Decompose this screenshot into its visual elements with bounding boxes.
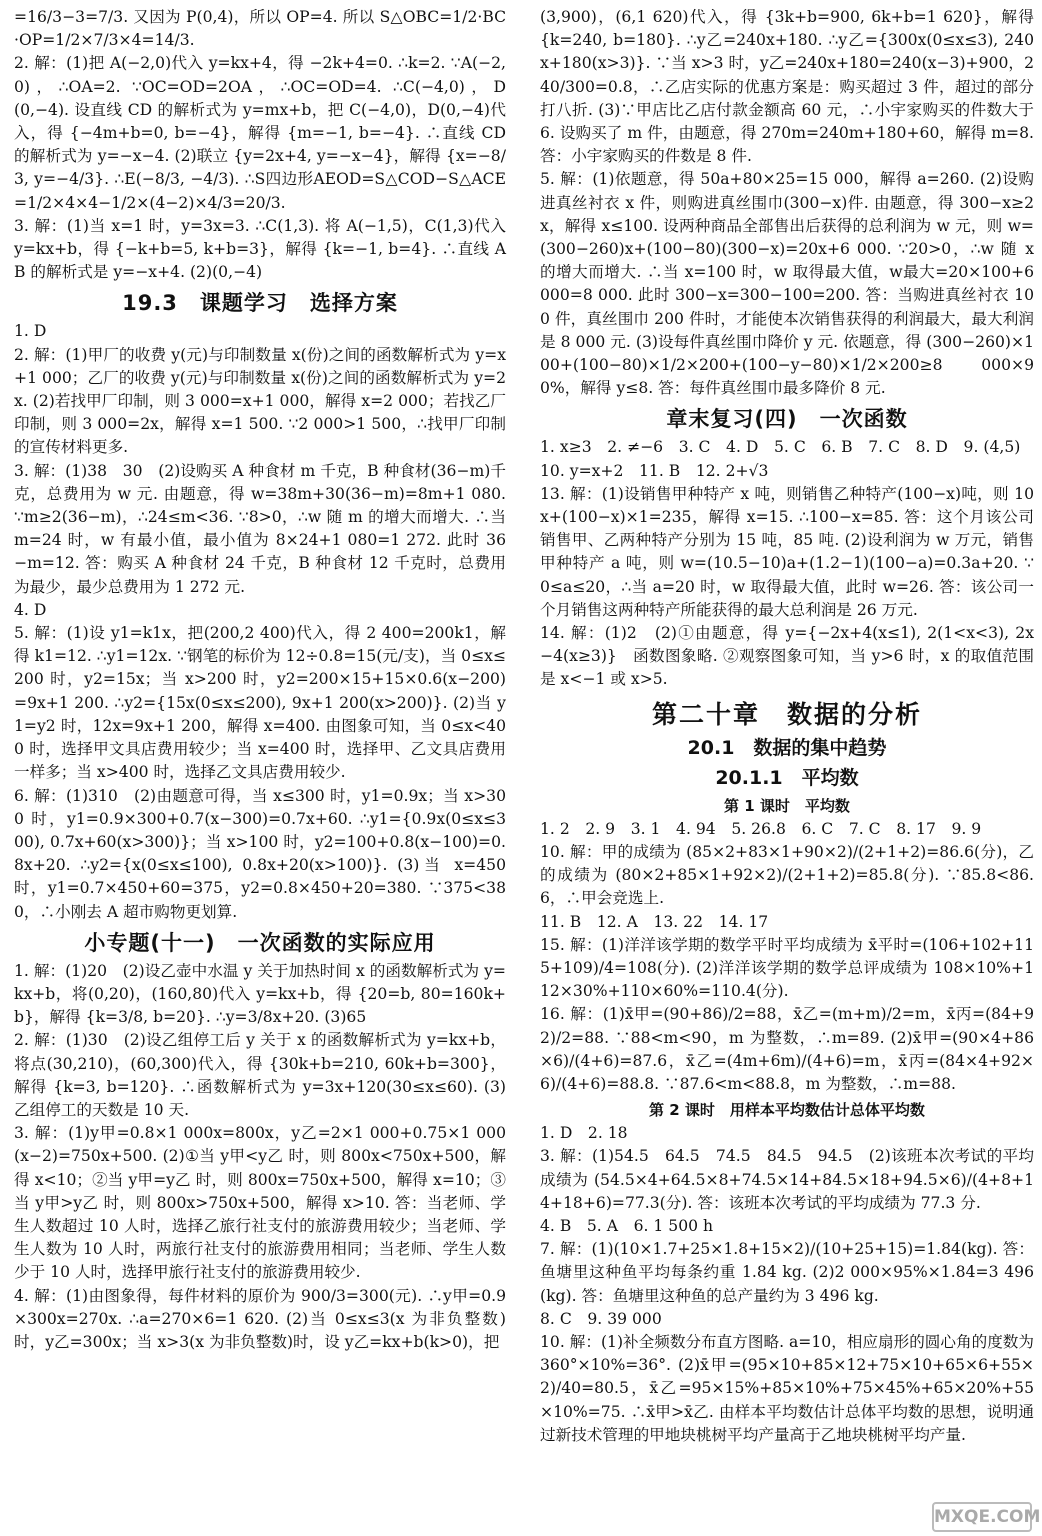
answer-paragraph: 11. B 12. A 13. 22 14. 17: [540, 912, 769, 931]
answer-paragraph: 16. 解：(1)x̄甲=(90+86)/2=88，x̄乙=(m+m)/2=m，x̄丙=(84+92)/2=88. ∵88<m<90，m 为整数，∴m=89. (2)x̄甲=(90×4+86×6)/(4+6)=87.6，x̄乙=(4m+6m)/(4+6)=m，x̄丙=(84×4+92×6)/(4+6)=88.8. ∵87.6<m<88.8，m 为整数，∴m=88.: [540, 1005, 1034, 1093]
answer-paragraph: 7. 解：(1)(10×1.7+25×1.8+15×2)/(10+25+15)=1.84(kg). 答：鱼塘里这种鱼平均每条约重 1.84 kg. (2)2 000×95%×1.84=3 496(kg). 答：鱼塘里这种鱼的总产量约为 3 496 kg.: [540, 1240, 1034, 1305]
answer-paragraph: 3. 解：(1)54.5 64.5 74.5 84.5 94.5 (2)该班本次考试的平均成绩为 (54.5×4+64.5×8+74.5×14+84.5×18+94.5×6)/(4+8+14+18+6)=77.3(分). 答：该班本次考试的平均成绩为 77.3 分.: [540, 1147, 1034, 1212]
answer-paragraph: 13. 解：(1)设销售甲种特产 x 吨，则销售乙种特产(100−x)吨，则 10x+(100−x)×1=235，解得 x=15. ∴100−x=85. 答：这个月该公司销售甲、乙两种特产分别为 15 吨，85 吨. (2)设利润为 w 万元，销售甲种特产 a 吨，则 w=(10.5−10)a+(1.2−1)(100−a)=0.3a+20. ∵0≤a≤20，∴当 a=20 时，w 取得最大值，此时 w=26. 答：该公司一个月销售这两种特产所能获得的最大总利润是 26 万元.: [540, 484, 1034, 619]
site-watermark: MXQE.COM: [932, 1502, 1032, 1532]
answer-paragraph: 8. C 9. 39 000: [540, 1309, 662, 1328]
section-heading: 章末复习(四) 一次函数: [666, 407, 908, 432]
answer-paragraph: 1. x≥3 2. ≠−6 3. C 4. D 5. C 6. B 7. C 8. D 9. (4,5): [540, 438, 1021, 457]
answer-paragraph: 2. 解：(1)30 (2)设乙组停工后 y 关于 x 的函数解析式为 y=kx+b，将点(30,210)，(60,300)代入，得 {30k+b=210, 60k+b=300}，解得 {k=3, b=120}. ∴函数解析式为 y=3x+120(30≤x≤60). (3)乙组停工的天数是 10 天.: [14, 1031, 506, 1119]
answer-paragraph: 2. 解：(1)把 A(−2,0)代入 y=kx+4，得 −2k+4=0. ∴k=2. ∵A(−2,0)，∴OA=2. ∵OC=OD=2OA，∴OC=OD=4. ∴C(−4,0)，D(0,−4). 设直线 CD 的解析式为 y=mx+b，把 C(−4,0)，D(0,−4)代入，得 {−4m+b=0, b=−4}，解得 {m=−1, b=−4}. ∴直线 CD 的解析式为 y=−x−4. (2)联立 {y=2x+4, y=−x−4}，解得 {x=−8/3, y=−4/3}. ∴E(−8/3, −4/3). ∴S四边形AEOD=S△COD−S△ACE=1/2×4×4−1/2×(4−2)×4/3=20/3.: [14, 54, 506, 212]
subsection-heading: 20.1.1 平均数: [715, 766, 859, 789]
answer-paragraph: 5. 解：(1)设 y1=k1x，把(200,2 400)代入，得 2 400=200k1，解得 k1=12. ∴y1=12x. ∵钢笔的标价为 12÷0.8=15(元/支)，当 0≤x≤200 时，y2=15x；当 x>200 时，y2=200×15+15×0.6(x−200)=9x+1 200. ∴y2={15x(0≤x≤200), 9x+1 200(x>200)}. (2)当 y1=y2 时，12x=9x+1 200，解得 x=400. 由图象可知，当 0≤x<400 时，选择甲文具店费用较少；当 x=400 时，选择甲、乙文具店费用一样多；当 x>400 时，选择乙文具店费用较少.: [14, 624, 506, 782]
lesson-heading: 第 2 课时 用样本平均数估计总体平均数: [649, 1101, 925, 1120]
right-column: [540, 6, 1034, 1447]
answer-paragraph: (3,900)，(6,1 620)代入，得 {3k+b=900, 6k+b=1 620}，解得 {k=240, b=180}. ∴y乙=240x+180. ∴y乙={300x(0≤x≤3), 240x+180(x>3)}. ∵当 x>3 时，y乙=240x+180=240(x−3)+900，240/300=0.8，∴乙店实际的优惠方案是：购买超过 3 件，超过的部分打八折. (3)∵甲店比乙店付款金额高 60 元，∴小宇家购买的件数大于 6. 设购买了 m 件，由题意，得 270m=240m+180+60，解得 m=8. 答：小宇家购买的件数是 8 件.: [540, 8, 1034, 166]
answer-paragraph: 4. B 5. A 6. 1 500 h: [540, 1216, 714, 1235]
answer-paragraph: 1. 2 2. 9 3. 1 4. 94 5. 26.8 6. C 7. C 8. 17 9. 9: [540, 819, 982, 838]
answer-paragraph: 1. 解：(1)20 (2)设乙壶中水温 y 关于加热时间 x 的函数解析式为 y=kx+b，将(0,20)，(160,80)代入 y=kx+b，得 {20=b, 80=160k+b}，解得 {k=3/8, b=20}. ∴y=3/8x+20. (3)65: [14, 961, 506, 1027]
answer-paragraph: 3. 解：(1)当 x=1 时，y=3x=3. ∴C(1,3). 将 A(−1,5)，C(1,3)代入 y=kx+b，得 {−k+b=5, k+b=3}，解得 {k=−1, b=4}. ∴直线 AB 的解析式是 y=−x+4. (2)(0,−4): [14, 216, 506, 282]
answer-paragraph: 10. 解：甲的成绩为 (85×2+83×1+90×2)/(2+1+2)=86.6(分)，乙的成绩为 (80×2+85×1+92×2)/(2+1+2)=85.8(分). ∵85.8<86.6，∴甲会竞选上.: [540, 842, 1034, 908]
answer-paragraph: 2. 解：(1)甲厂的收费 y(元)与印制数量 x(份)之间的函数解析式为 y=x+1 000；乙厂的收费 y(元)与印制数量 x(份)之间的函数解析式为 y=2x. (2)若找甲厂印制，则 3 000=x+1 000，解得 x=2 000；若找乙厂印制，则 3 000=2x，解得 x=1 500. ∵2 000>1 500，∴找甲厂印制的宣传材料更多.: [14, 345, 506, 457]
section-heading: 小专题(十一) 一次函数的实际应用: [84, 930, 436, 955]
answer-paragraph: 3. 解：(1)y甲=0.8×1 000x=800x，y乙=2×1 000+0.75×1 000(x−2)=750x+500. (2)①当 y甲<y乙 时，则 800x<750x+500，解得 x<10；②当 y甲=y乙 时，则 800x=750x+500，解得 x=10；③当 y甲>y乙 时，则 800x>750x+500，解得 x>10. 答：当老师、学生人数超过 10 人时，选择乙旅行社支付的旅游费用较少；当老师、学生人数为 10 人时，两旅行社支付的旅游费用相同；当老师、学生人数少于 10 人时，选择甲旅行社支付的旅游费用较少.: [14, 1124, 506, 1282]
answer-paragraph: 1. D: [14, 322, 47, 341]
answer-paragraph: =16/3−3=7/3. 又因为 P(0,4)，所以 OP=4. 所以 S△OBC=1/2·BC·OP=1/2×7/3×4=14/3.: [14, 8, 506, 50]
answer-paragraph: 4. D: [14, 600, 47, 619]
answer-paragraph: 14. 解：(1)2 (2)①由题意，得 y={−2x+4(x≤1), 2(1<x<3), 2x−4(x≥3)} 函数图象略. ②观察图象可知，当 y>6 时，x 的取值范围是 x<−1 或 x>5.: [540, 624, 1034, 689]
section-heading: 19.3 课题学习 选择方案: [122, 291, 398, 316]
answer-paragraph: 10. 解：(1)补全频数分布直方图略. a=10，相应扇形的圆心角的度数为 360°×10%=36°. (2)x̄甲=(95×10+85×12+75×10+65×6+55×2)/40=80.5，x̄乙=95×15%+85×10%+75×45%+65×20%+55×10%=75. ∴x̄甲>x̄乙. 由样本平均数估计总体平均数的思想，说明通过新技术管理的甲地块桃树平均产量高于乙地块桃树平均产量.: [540, 1332, 1034, 1444]
answer-paragraph: 5. 解：(1)依题意，得 50a+80×25=15 000，解得 a=260. (2)设购进真丝衬衣 x 件，则购进真丝围巾(300−x)件. 由题意，得 300−x≥2x，解得 x≤100. 设两种商品全部售出后获得的总利润为 w 元，则 w=(300−260)x+(100−80)(300−x)=20x+6 000. ∵20>0，∴w 随 x 的增大而增大. ∴当 x=100 时，w 取得最大值，w最大=20×100+6 000=8 000. 此时 300−x=300−100=200. 答：当购进真丝衬衣 100 件，真丝围巾 200 件时，才能使本次销售获得的利润最大，最大利润是 8 000 元. (3)设每件真丝围巾降价 y 元. 依题意，得 (300−260)×100+(100−80)×1/2×200+(100−y−80)×1/2×200≥8 000×90%，解得 y≤8. 答：每件真丝围巾最多降价 8 元.: [540, 170, 1034, 398]
subsection-heading: 20.1 数据的集中趋势: [687, 736, 887, 759]
answer-paragraph: 15. 解：(1)洋洋该学期的数学平时平均成绩为 x̄平时=(106+102+115+109)/4=108(分). (2)洋洋该学期的数学总评成绩为 108×10%+112×30%+110×60%=110.4(分).: [540, 935, 1034, 1001]
answer-paragraph: 6. 解：(1)310 (2)由题意可得，当 x≤300 时，y1=0.9x；当 x>300 时，y1=0.9×300+0.7(x−300)=0.7x+60. ∴y1={0.9x(0≤x≤300), 0.7x+60(x>300)}；当 x>100 时，y2=100+0.8(x−100)=0.8x+20. ∴y2={x(0≤x≤100), 0.8x+20(x>100)}. (3)当 x=450 时，y1=0.7×450+60=375，y2=0.8×450+20=380. ∵375<380，∴小刚去 A 超市购物更划算.: [14, 786, 506, 921]
answer-paragraph: 10. y=x+2 11. B 12. 2+√3: [540, 461, 769, 480]
lesson-heading: 第 1 课时 平均数: [724, 796, 850, 815]
answer-paragraph: 4. 解：(1)由图象得，每件材料的原价为 900/3=300(元). ∴y甲=0.9×300x=270x. ∴a=270×6=1 620. (2)当 0≤x≤3(x 为非负整数)时，y乙=300x；当 x>3(x 为非负整数)时，设 y乙=kx+b(k>0)，把: [14, 1286, 506, 1351]
chapter-heading: 第二十章 数据的分析: [651, 699, 922, 729]
answer-paragraph: 3. 解：(1)38 30 (2)设购买 A 种食材 m 千克，B 种食材(36−m)千克，总费用为 w 元. 由题意，得 w=38m+30(36−m)=8m+1 080. ∵m≥2(36−m)，∴24≤m<36. ∵8>0，∴w 随 m 的增大而增大. ∴当 m=24 时，w 有最小值，最小值为 8×24+1 080=1 272. 此时 36−m=12. 答：购买 A 种食材 24 千克，B 种食材 12 千克时，总费用为最少，最少总费用为 1 272 元.: [14, 461, 506, 596]
answer-paragraph: 1. D 2. 18: [540, 1124, 628, 1143]
left-column: [14, 6, 506, 1354]
